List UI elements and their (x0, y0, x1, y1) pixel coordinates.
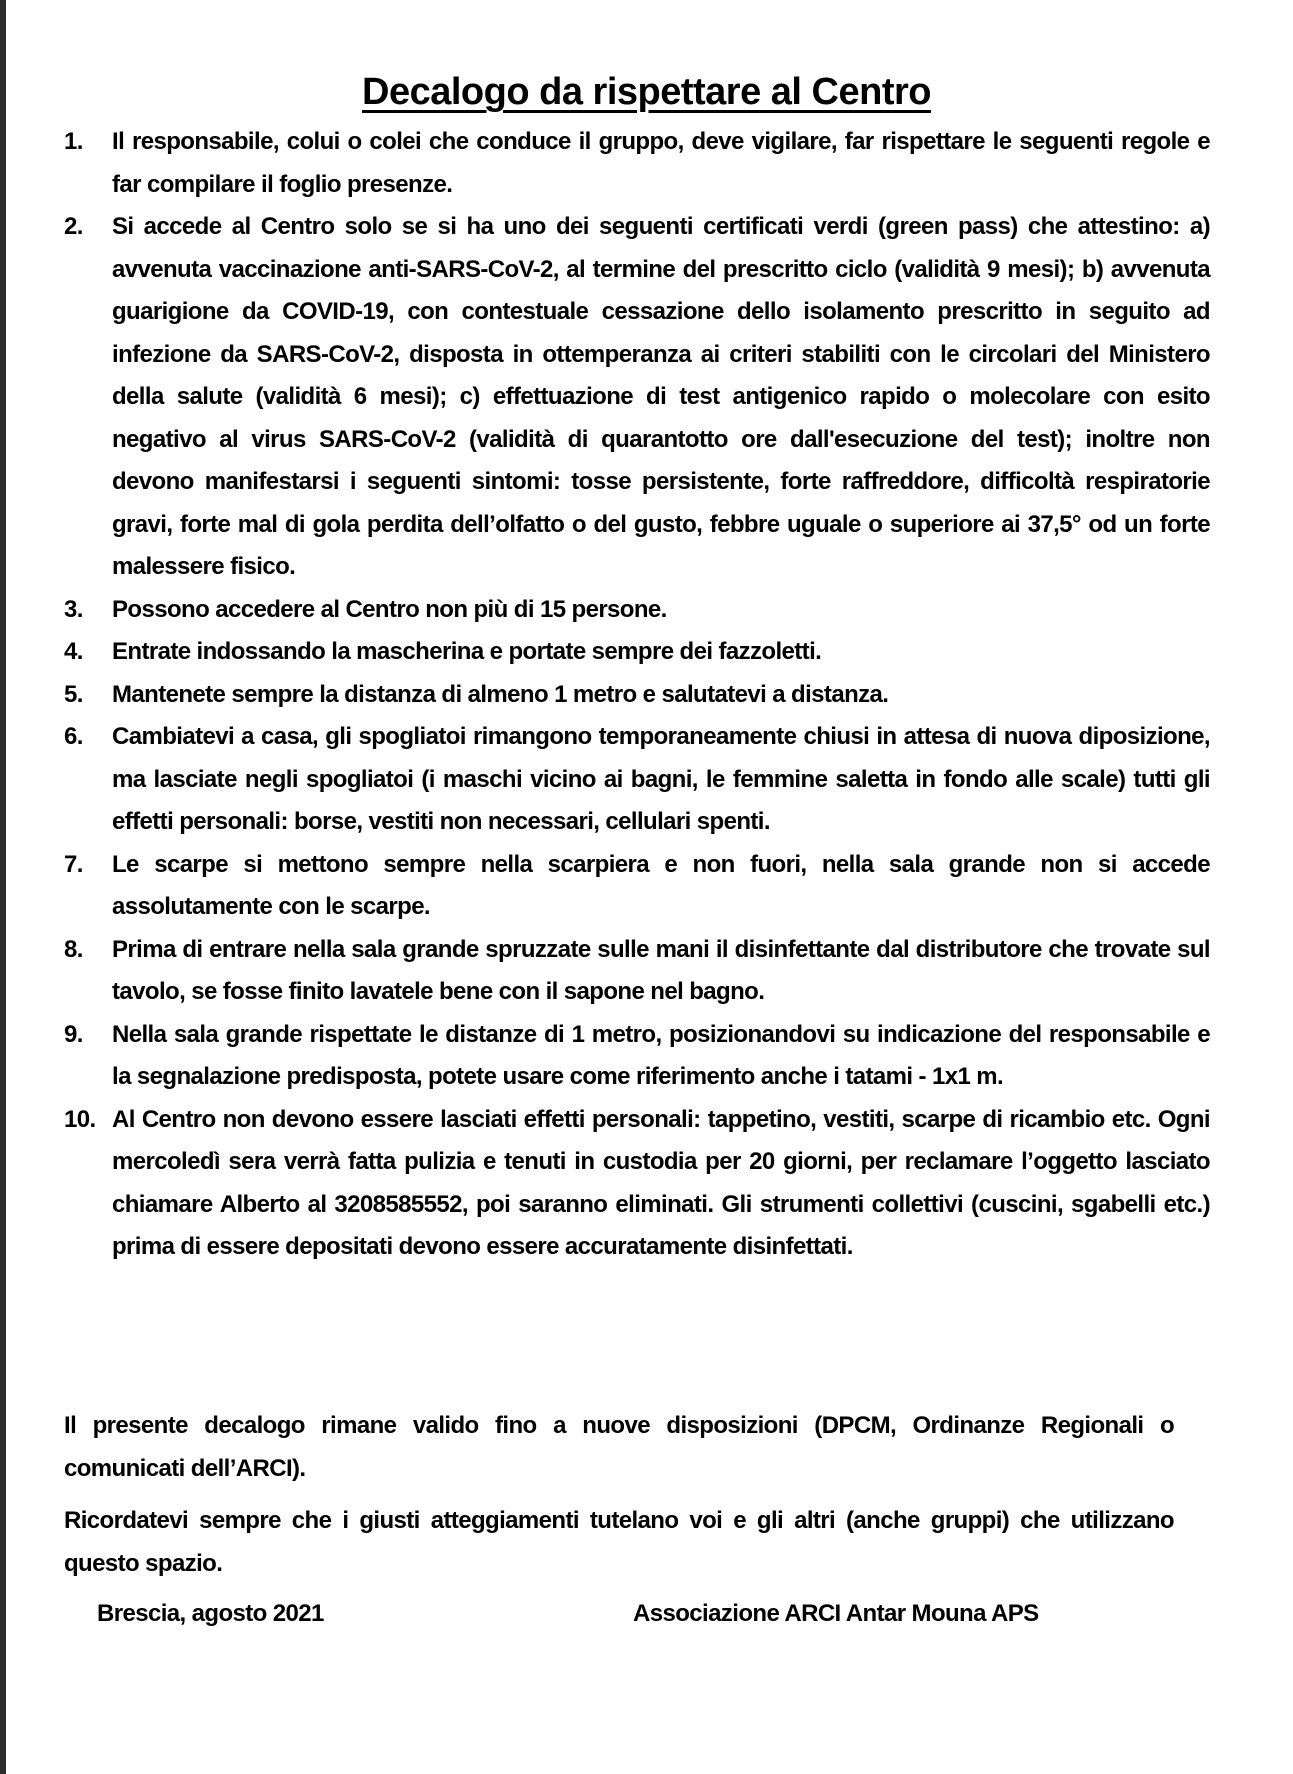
rule-text: Le scarpe si mettono sempre nella scarpiera e non fuori, nella sala grande non si accede assolutamente con le scarpe. (112, 850, 1210, 920)
rule-text: Si accede al Centro solo se si ha uno dei seguenti certificati verdi (green pass) che attestino: a) avvenuta vaccinazione anti-SARS-CoV-2, al termine del prescritto ciclo (validità 9 mesi); b) avvenuta guarigione da COVID-19, con contestuale cessazione dello isolamento prescritto in seguito ad infezione da SARS-CoV-2, disposta in ottemperanza ai criteri stabiliti con le circolari del Ministero della salute (validità 6 mesi); c) effettuazione di test antigenico rapido o molecolare con esito negativo al virus SARS-CoV-2 (validità di quarantotto ore dall'esecuzione del test); inoltre non devono manifestarsi i seguenti sintomi: tosse persistente, forte raffreddore, difficoltà respiratorie gravi, forte mal di gola perdita dell’olfatto o del gusto, febbre uguale o superiore ai 37,5° od un forte malessere fisico. (112, 213, 1210, 580)
document-title (0, 71, 1293, 114)
rule-text: Nella sala grande rispettate le distanze di 1 metro, posizionandovi su indicazione del responsabile e la segnalazione predisposta, potete usare come riferimento anche i tatami - 1x1 m. (112, 1020, 1210, 1090)
rule-item (64, 716, 1210, 844)
rule-item (64, 1014, 1210, 1099)
rule-text: Possono accedere al Centro non più di 15 persone. (112, 595, 667, 623)
rule-text: Prima di entrare nella sala grande spruzzate sulle mani il disinfettante dal distributore che trovate sul tavolo, se fosse finito lavatele bene con il sapone nel bagno. (112, 935, 1210, 1005)
rule-item (64, 589, 1210, 632)
rule-text: Il responsabile, colui o colei che conduce il gruppo, deve vigilare, far rispettare le seguenti regole e far compilare il foglio presenze. (112, 128, 1210, 198)
rule-number: 10. (64, 1105, 96, 1133)
rule-number: 7. (64, 850, 83, 878)
place-date: Brescia, agosto 2021 (97, 1600, 324, 1627)
rule-text: Entrate indossando la mascherina e portate sempre dei fazzoletti. (112, 638, 822, 665)
rule-number: 4. (64, 638, 83, 665)
rule-number: 8. (64, 935, 83, 963)
document-title-text: Decalogo da rispettare al Centro (362, 71, 931, 114)
rule-item (64, 631, 1210, 674)
rule-item (64, 844, 1210, 929)
rule-item (64, 674, 1210, 717)
rule-item (64, 1099, 1210, 1269)
rule-text: Cambiatevi a casa, gli spogliatoi rimangono temporaneamente chiusi in attesa di nuova diposizione, ma lasciate negli spogliatoi (i maschi vicino ai bagni, le femmine saletta in fondo alle scale) tutti gli effetti personali: borse, vestiti non necessari, cellulari spenti. (112, 723, 1210, 835)
rule-item (64, 206, 1210, 589)
rule-number: 3. (64, 595, 83, 623)
rule-item (64, 929, 1210, 1014)
rule-text: Al Centro non devono essere lasciati effetti personali: tappetino, vestiti, scarpe di ricambio etc. Ogni mercoledì sera verrà fatta pulizia e tenuti in custodia per 20 giorni, per reclamare l’oggetto lasciato chiamare Alberto al 3208585552, poi saranno eliminati. Gli strumenti collettivi (cuscini, sgabelli etc.) prima di essere depositati devono essere accuratamente disinfettati. (112, 1105, 1210, 1260)
rule-number: 1. (64, 128, 83, 155)
rule-text: Mantenete sempre la distanza di almeno 1 metro e salutatevi a distanza. (112, 680, 889, 708)
rule-item (64, 121, 1210, 206)
rule-number: 2. (64, 213, 83, 240)
rule-number: 5. (64, 680, 83, 708)
reminder-note: Ricordatevi sempre che i giusti atteggiamenti tutelano voi e gli altri (anche gruppi) che utilizzano questo spazio. (64, 1507, 1174, 1577)
organization-signature: Associazione ARCI Antar Mouna APS (633, 1600, 1039, 1627)
rule-number: 6. (64, 723, 83, 750)
validity-note: Il presente decalogo rimane valido fino a nuove disposizioni (DPCM, Ordinanze Regionali o comunicati dell’ARCI). (64, 1412, 1174, 1482)
rule-number: 9. (64, 1020, 83, 1048)
rules-list (64, 121, 1210, 1269)
